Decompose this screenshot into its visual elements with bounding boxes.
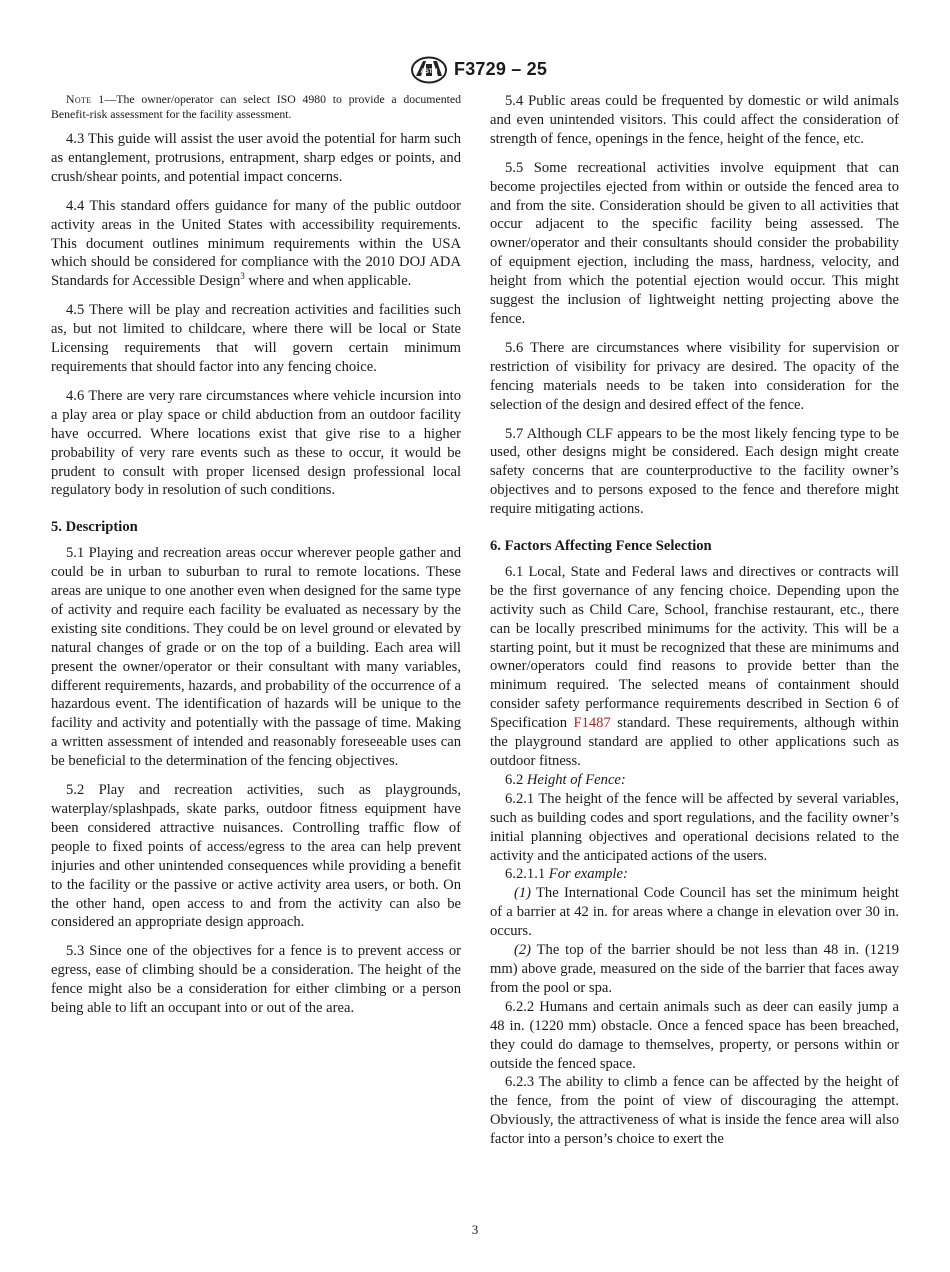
section-6-heading: 6. Factors Affecting Fence Selection <box>490 538 712 555</box>
section-5-heading: 5. Description <box>51 519 138 536</box>
para-5-5: 5.5 Some recreational activities involve equipment that can become projectiles ejected from within or outside the fenced area to and from the site. Consideration should be given to all activities that occur adjacent to the specific facility being assessed. The owner/operator and their consultants should consider the probability of equipment ejection, including the mass, hardness, velocity, and height from which the potential ejection would occur. This might suggest the inclusion of lightweight netting projecting above the fence. <box>490 159 899 327</box>
astm-logo-icon <box>410 56 448 84</box>
para-6-1: 6.1 Local, State and Federal laws and directives or contracts will be the first governance of any fencing choice. Depending upon the activity such as Child Care, School, franchise restaurant, etc., there can be locally prescribed minimums for the activity. This will be a starting point, but it must be recognized that these are minimums and owner/operators could find reasons to provide better than the minimum required. The selected means of containment should consider safety performance requirements described in Section 6 of Specification F1487 standard. These requirements, although within the playground standard are applied to other applications such as outdoor fitness. <box>490 563 899 769</box>
list-item-2: (2) The top of the barrier should be not less than 48 in. (1219 mm) above grade, measured on the side of the barrier that faces away from the pool or spa. <box>490 942 899 996</box>
note-1: Note 1—The owner/operator can select ISO 4980 to provide a documented Benefit-risk assessment for the facility assessment. <box>51 92 462 121</box>
para-6-2-1-1: 6.2.1.1 For example: <box>505 866 628 883</box>
list-item-1: (1) The International Code Council has set the minimum height of a barrier at 42 in. for areas where a change in elevation over 30 in. occurs. <box>490 885 899 940</box>
para-5-1: 5.1 Playing and recreation areas occur wherever people gather and could be in urban to suburban to rural to remote locations. These areas are unique to one another even when designed for the same type of activity and require each facility be evaluated as necessary by the existing site conditions. They could be on level ground or elevated by natural changes of grade or on the top of a building. Each area will present the owner/operator or their consultant with many variables, different requirements, hazards, and probability of the occurrence of a hazardous event. The identification of hazards will be unique to the facility and activity and potentially with the passage of time. Making a written assessment of intended and reasonably foreseeable uses can be beneficial to the determination of the fencing objectives. <box>51 545 461 770</box>
right-column <box>490 92 899 1149</box>
svg-text:ASTM: ASTM <box>420 69 438 75</box>
para-4-5: 4.5 There will be play and recreation activities and facilities such as, but not limited to childcare, where there will be local or State Licensing requirements that will govern certain minimum requirements that should factor into any fencing choice. <box>51 302 461 375</box>
f1487-link[interactable]: F1487 <box>573 715 611 732</box>
para-5-6: 5.6 There are circumstances where visibility for supervision or restriction of visibility for privacy are desired. The opacity of the fencing materials needs to be taken into consideration for the selection of the design and desired effect of the fence. <box>490 339 899 413</box>
para-4-3: 4.3 This guide will assist the user avoid the potential for harm such as entanglement, protrusions, entrapment, sharp edges or points, and crush/shear points, and potential impact concerns. <box>51 131 461 185</box>
para-6-2-1: 6.2.1 The height of the fence will be affected by several variables, such as building codes and sport regulations, and the facility owner’s initial planning objectives and operational decisions related to the activity and the anticipated actions of the users. <box>490 790 899 864</box>
para-6-2-3: 6.2.3 The ability to climb a fence can be affected by the height of the fence, from the point of view of discouraging the attempt. Obviously, the attractiveness of what is inside the fence area will also factor into a person’s choice to exert the <box>490 1074 899 1148</box>
para-4-4: 4.4 This standard offers guidance for many of the public outdoor activity areas in the United States with accessibility requirements. This document outlines minimum requirements within the USA which should be considered for compliance with the 2010 DOJ ADA Standards for Accessible Design$^3$ where and when applicable. <box>51 197 461 290</box>
para-5-4: 5.4 Public areas could be frequented by domestic or wild animals and even unintended visitors. This could affect the consideration of strength of fence, openings in the fence, height of the fence, etc. <box>490 93 899 147</box>
para-5-2: 5.2 Play and recreation activities, such as playgrounds, waterplay/splashpads, skate parks, outdoor fitness equipment have been considered attractive nuisances. Controlling traffic flow of people to fixed points of access/egress to the area can help prevent injuries and other unintended consequences while providing a benefit to the facility or the passive or active activity area users, or both. On the other hand, open access to and from the activity can also be considered an appropriate design approach. <box>51 782 461 931</box>
standard-designation: F3729 – 25 <box>454 59 548 79</box>
page-number: 3 <box>471 1222 479 1237</box>
para-5-7: 5.7 Although CLF appears to be the most likely fencing type to be used, other designs might be considered. Each design might create safety concerns that are counterproductive to the facility owner’s objectives and to persons exposed to the fence and therefore might require mitigating actions. <box>490 425 899 518</box>
para-4-6: 4.6 There are very rare circumstances where vehicle incursion into a play area or play space or child abduction from an outdoor facility have occurred. Where locations exist that give rise to a higher probability of very rare events such as these to occur, it would be prudent to consult with proper licensed design professional local regulatory body in resolution of such conditions. <box>51 387 461 499</box>
page-header <box>0 56 950 84</box>
para-6-2-2: 6.2.2 Humans and certain animals such as deer can easily jump a 48 in. (1220 mm) obstacle. Once a fenced space has been breached, they could do damage to themselves, property, or persons within or outside the fenced space. <box>490 998 899 1072</box>
para-6-2: 6.2 Height of Fence: <box>505 771 626 788</box>
footnote-ref: 3 <box>240 271 245 282</box>
left-column <box>51 92 461 1018</box>
para-5-3: 5.3 Since one of the objectives for a fence is to prevent access or egress, ease of climbing should be a consideration. The height of the fence might also be a consideration for either climbing or a person being able to lift an occupant into or out of the area. <box>51 943 461 1017</box>
